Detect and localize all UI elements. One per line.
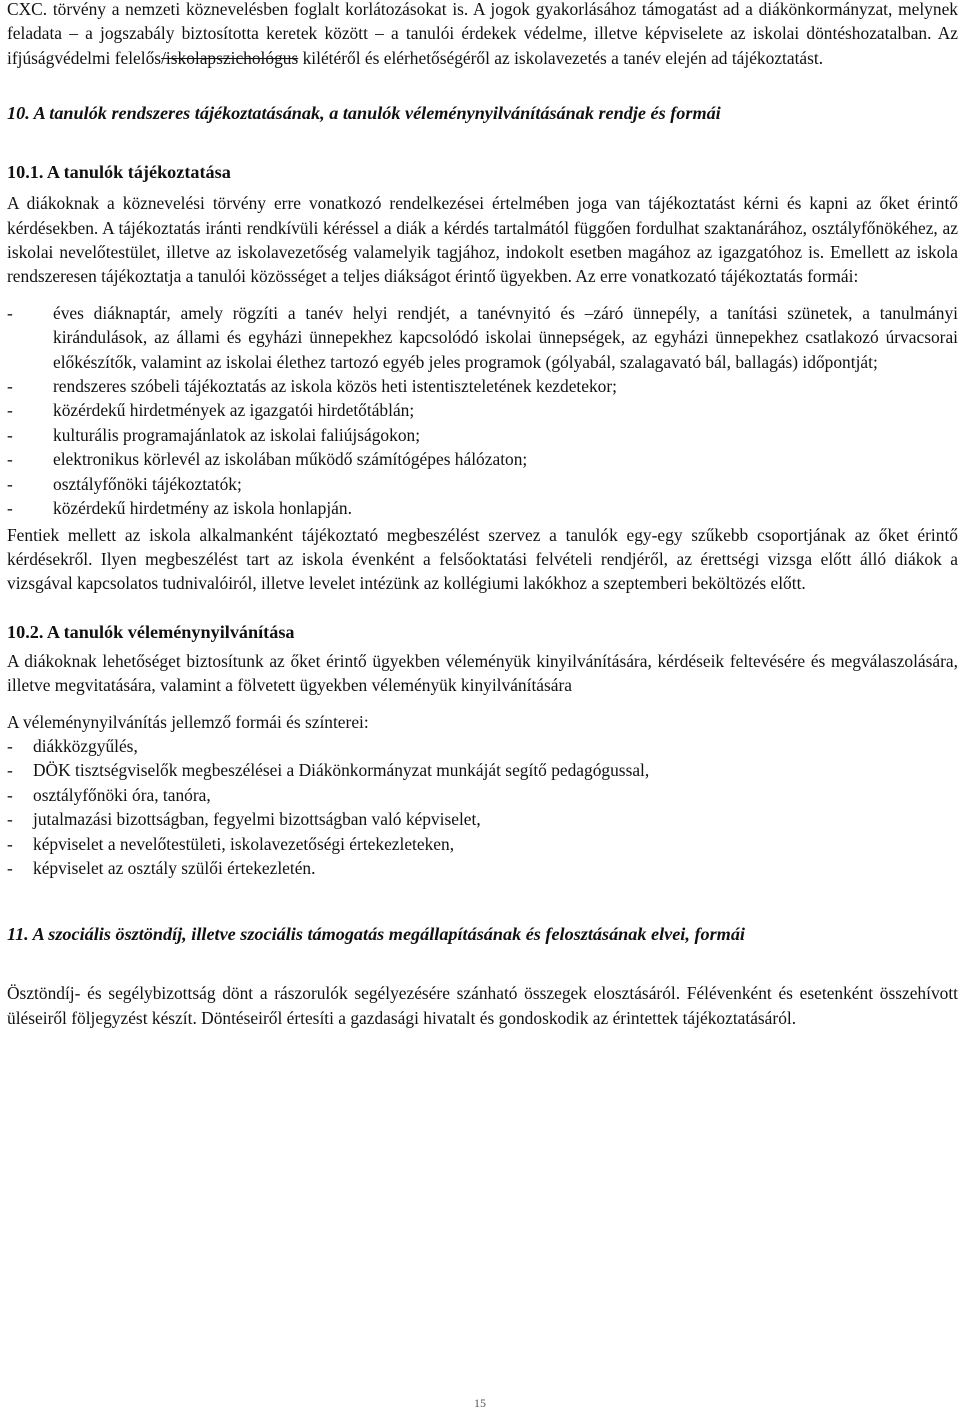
intro-text-2: kilétéről és elérhetőségéről az iskolavezetés a tanév elején ad tájékoztatást. [298,47,824,68]
opinion-form-item: - DÖK tisztségviselők megbeszélései a Diákönkormányzat munkáját segítő pedagógussal, [7,758,958,782]
opinion-form-item: - diákközgyűlés, [7,734,958,758]
information-form-item: - kulturális programajánlatok az iskolai faliújságokon; [7,423,958,447]
section-10-2-paragraph: A diákoknak lehetőséget biztosítunk az őket érintő ügyekben véleményük kinyilvánítására, kérdéseik feltevésére és megválaszolására, illetve megvitatására, valamint a fölvetett ügyekben véleményük kinyilvánítására [7,650,958,696]
opinion-form-item: - osztályfőnöki óra, tanóra, [7,783,958,807]
section-10-1-closing-paragraph: Fentiek mellett az iskola alkalmanként tájékoztató megbeszélést szervez a tanulók egy-egy szűkebb csoportjának az őket érintő kérdésekről. Ilyen megbeszélést tart az iskola évenként a felsőoktatási felvételi rendjéről, az érettségi vizsga előtt álló diákok a vizsgával kapcsolatos tudnivalóiról, illetve levelet intézünk az kollégiumi lakókhoz a szeptemberi beköltözés előtt. [7,524,958,594]
intro-text-1: CXC. törvény a nemzeti köznevelésben foglalt korlátozásokat is. A jogok gyakorlásához támogatást ad a diákönkormányzat, melynek feladata – a jogszabály biztosította keretek között – a tanulói érdekek védelme, illetve képviselete az iskolai döntéshozatalban. Az ifjúságvédelmi felelős [7,0,958,68]
section-11-heading: 11. A szociális ösztöndíj, illetve szociális támogatás megállapításának és felosztásának elvei, formái [7,924,745,945]
document-page [7,0,958,1030]
section-10-1-heading: 10.1. A tanulók tájékoztatása [7,162,231,183]
section-10-2-lead: A véleménynyilvánítás jellemző formái és színterei: [7,711,369,732]
information-forms-list [7,301,958,521]
page-number: 15 [474,1396,486,1410]
opinion-forms-list [7,734,958,880]
opinion-form-item: - jutalmazási bizottságban, fegyelmi bizottságban való képviselet, [7,807,958,831]
section-11-paragraph: Ösztöndíj- és segélybizottság dönt a rászorulók segélyezésére szánható összegek elosztásáról. Félévenként és esetenként összehívott üléseiről följegyzést készít. Döntéseiről értesíti a gazdasági hivatalt és gondoskodik az érintettek tájékoztatásáról. [7,983,958,1028]
opinion-form-item: - képviselet az osztály szülői értekezletén. [7,856,958,880]
section-10-1-paragraph: A diákoknak a köznevelési törvény erre vonatkozó rendelkezései értelmében joga van tájékoztatást kérni és kapni az őket érintő kérdésekben. A tájékoztatás iránti rendkívüli kéréssel a diák a kérdés tartalmától függően fordulhat szaktanárához, osztályfőnökéhez, az iskolai nevelőtestület, illetve az iskolavezetőség valamelyik tagjához, indokolt esetben magához az igazgatóhoz is. Emellett az iskola rendszeresen tájékoztatja a tanulói közösséget a teljes diákságot érintő ügyekben. Az erre vonatkozató tájékoztatás formái: [7,193,958,287]
opinion-form-item: - képviselet a nevelőtestületi, iskolavezetőségi értekezleteken, [7,832,958,856]
information-form-item: - közérdekű hirdetmények az igazgatói hirdetőtáblán; [7,398,958,422]
intro-paragraph [7,0,958,70]
information-form-item: - közérdekű hirdetmény az iskola honlapján. [7,496,958,520]
information-form-item: - éves diáknaptár, amely rögzíti a tanév helyi rendjét, a tanévnyitó és –záró ünnepély, a tanítási szünetek, a tanulmányi kirándulások, az állami és egyházi ünnepekhez kapcsolódó iskolai ünnepségek, az egyházi ünnepekhez csatlakozó úrvacsorai előkészítők, valamint az iskolai élethez tartozó egyéb jeles programok (gólyabál, szalagavató bál, ballagás) időpontját; [7,301,958,374]
information-form-item: - elektronikus körlevél az iskolában működő számítógépes hálózaton; [7,447,958,471]
struck-text: /iskolapszichológus [161,47,299,68]
section-10-heading: 10. A tanulók rendszeres tájékoztatásának, a tanulók véleménynyilvánításának rendje és formái [7,103,721,124]
information-form-item: - rendszeres szóbeli tájékoztatás az iskola közös heti istentiszteletének kezdetekor; [7,374,958,398]
information-form-item: - osztályfőnöki tájékoztatók; [7,472,958,496]
section-10-2-heading: 10.2. A tanulók véleménynyilvánítása [7,621,295,642]
